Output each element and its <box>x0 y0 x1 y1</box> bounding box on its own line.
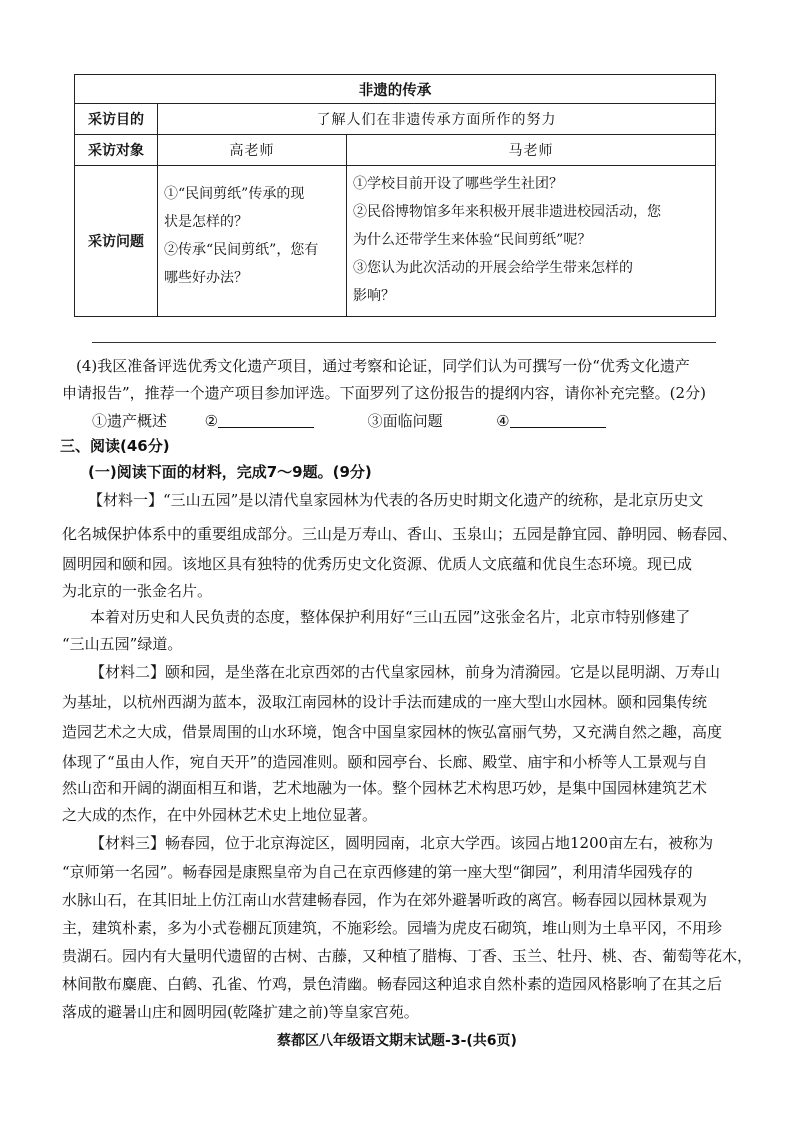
q4-option-2: ② <box>204 412 219 430</box>
q4-option-1: ①遗产概述 <box>92 412 168 430</box>
q4-option-3: ③面临问题 <box>367 412 443 430</box>
q4-blank-2[interactable] <box>218 411 314 428</box>
ma-question-line: 影响？ <box>353 288 395 304</box>
q4-blank-4[interactable] <box>510 411 606 428</box>
material3-line: 主，建筑朴素，多为小式卷棚瓦顶建筑，不施彩绘。园墙为虎皮石砌筑，堆山则为土阜平冈，不用珍 <box>62 919 723 937</box>
material1-line: 为北京的一张金名片。 <box>62 582 213 600</box>
material1-line: 化名城保护体系中的重要组成部分。三山是万寿山、香山、玉泉山；五园是静宜园、静明园、畅春园、 <box>62 525 738 543</box>
target-gao: 高老师 <box>158 135 347 166</box>
material1b-line: “三山五园”绿道。 <box>62 635 183 653</box>
material2-line: 体现了“虽由人作，宛自天开”的造园准则。颐和园亭台、长廊、殿堂、庙宇和小桥等人工景观与自 <box>62 753 708 771</box>
material3-line: 落成的避暑山庄和圆明园(乾隆扩建之前)等皇家宫苑。 <box>62 1003 419 1021</box>
q4-line2: 申请报告”，推荐一个遗产项目参加评选。下面罗列了这份报告的提纲内容，请你补充完整。(2分) <box>62 384 706 402</box>
gao-questions <box>158 166 347 317</box>
goal-label: 采访目的 <box>75 104 158 135</box>
gao-question-line: ②传承“民间剪纸”，您有 <box>164 242 319 258</box>
target-ma: 马老师 <box>347 135 716 166</box>
material2-line: 造园艺术之大成，借景周围的山水环境，饱含中国皇家园林的恢弘富丽气势，又充满自然之趣，高度 <box>62 723 723 741</box>
section-sub: (一)阅读下面的材料，完成7～9题。(9分) <box>88 463 372 481</box>
table-title: 非遗的传承 <box>75 75 716 104</box>
ma-question-line: 为什么还带学生来体验“民间剪纸”呢？ <box>353 232 592 248</box>
material1-line: 【材料一】“三山五园”是以清代皇家园林为代表的各历史时期文化遗产的统称，是北京历史文 <box>88 491 704 509</box>
questions-label: 采访问题 <box>75 166 158 317</box>
material2-line: 然山峦和开阔的湖面相互和谐，艺术地融为一体。整个园林艺术构思巧妙，是集中国园林建筑艺术 <box>62 779 708 797</box>
section-heading: 三、阅读(46分) <box>60 437 170 455</box>
ma-questions <box>347 166 716 317</box>
gao-question-line: 状是怎样的？ <box>164 214 248 230</box>
ma-question-line: ①学校目前开设了哪些学生社团？ <box>353 176 563 192</box>
material3-line: 水脉山石，在其旧址上仿江南山水营建畅春园，作为在郊外避暑听政的离宫。畅春园以园林景观为 <box>62 891 708 909</box>
material3-line: 林间散布麋鹿、白鹤、孔雀、竹鸡，景色清幽。畅春园这种追求自然朴素的造园风格影响了在其之后 <box>62 975 723 993</box>
q4-option-4: ④ <box>496 412 510 430</box>
gao-question-line: 哪些好办法？ <box>164 270 248 286</box>
ma-question-line: ②民俗博物馆多年来积极开展非遗进校园活动，您 <box>353 204 661 220</box>
material2-line: 为基址，以杭州西湖为蓝本，汲取江南园林的设计手法而建成的一座大型山水园林。颐和园集传统 <box>62 693 708 711</box>
material1b-line: 本着对历史和人民负责的态度，整体保护利用好“三山五园”这张金名片，北京市特别修建了 <box>90 608 691 626</box>
q4-options <box>92 408 756 435</box>
q4-line1: (4)我区准备评选优秀文化遗产项目，通过考察和论证，同学们认为可撰写一份“优秀文化遗产 <box>76 357 690 375</box>
target-label: 采访对象 <box>75 135 158 166</box>
goal-text: 了解人们在非遗传承方面所作的努力 <box>158 104 716 135</box>
interview-table <box>74 74 716 317</box>
gao-question-line: ①“民间剪纸”传承的现 <box>164 186 305 202</box>
material3-line: 【材料三】畅春园，位于北京海淀区，圆明园南，北京大学西。该园占地1200亩左右，被称为 <box>90 834 714 852</box>
page-footer: 蔡都区八年级语文期末试题-3-(共6页) <box>277 1033 517 1049</box>
divider-line <box>92 342 716 343</box>
material1-line: 圆明园和颐和园。该地区具有独特的优秀历史文化资源、优质人文底蕴和优良生态环境。现已成 <box>62 555 693 573</box>
ma-question-line: ③您认为此次活动的开展会给学生带来怎样的 <box>353 260 633 276</box>
material3-line: “京师第一名园”。畅春园是康熙皇帝为自己在京西修建的第一座大型“御园”，利用清华园残存的 <box>62 863 693 881</box>
material3-line: 贵湖石。园内有大量明代遗留的古树、古藤，又种植了腊梅、丁香、玉兰、牡丹、桃、杏、葡萄等花木， <box>62 947 753 965</box>
material2-line: 【材料二】颐和园，是坐落在北京西郊的古代皇家园林，前身为清漪园。它是以昆明湖、万寿山 <box>90 663 721 681</box>
material2-line: 之大成的杰作，在中外园林艺术史上地位显著。 <box>62 806 378 824</box>
